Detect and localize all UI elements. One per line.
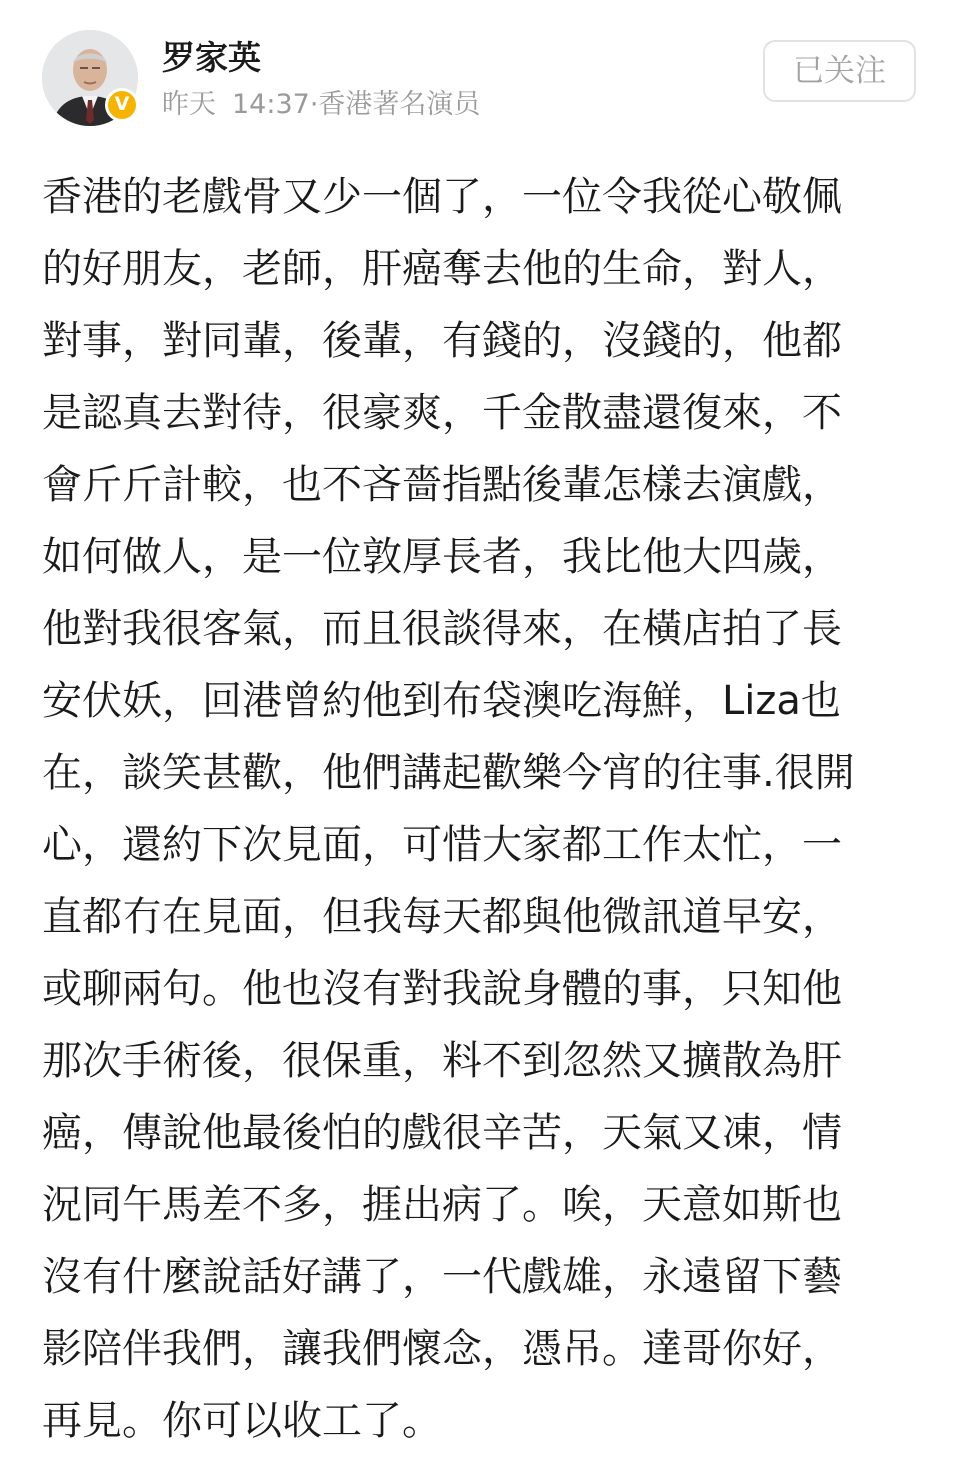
post-text-line: 是認真去對待，很豪爽，千金散盡還復來，不 — [42, 390, 842, 436]
post-meta — [162, 86, 480, 124]
user-title: 香港著名演员 — [318, 89, 481, 120]
post-text-line: 在，談笑甚歡，他們講起歡樂今宵的往事.很開 — [42, 750, 855, 796]
post-text-line: 再見。你可以收工了。 — [42, 1398, 442, 1444]
post-text-line: 對事，對同輩，後輩，有錢的，沒錢的，他都 — [42, 318, 842, 364]
post-text-line: 的好朋友，老師，肝癌奪去他的生命，對人， — [42, 246, 842, 292]
post-time: 14:37 — [232, 89, 310, 120]
post-body — [42, 161, 912, 1457]
post-text-line: 或聊兩句。他也沒有對我說身體的事，只知他 — [42, 966, 842, 1012]
user-name[interactable]: 罗家英 — [162, 38, 261, 77]
post-text-line: 那次手術後，很保重，料不到忽然又擴散為肝 — [42, 1038, 842, 1084]
post-text-line: 會斤斤計較，也不吝嗇指點後輩怎樣去演戲， — [42, 462, 842, 508]
post-text-line: 沒有什麼說話好講了，一代戲雄，永遠留下藝 — [42, 1254, 842, 1300]
post-text-line: 癌，傳說他最後怕的戲很辛苦，天氣又凍，情 — [42, 1110, 842, 1156]
post-text-line: 他對我很客氣，而且很談得來，在橫店拍了長 — [42, 606, 842, 652]
follow-button[interactable]: 已关注 — [763, 40, 916, 102]
meta-separator: · — [309, 89, 319, 120]
post-day: 昨天 — [162, 89, 216, 120]
post-text-line: 直都冇在見面，但我每天都與他微訊道早安， — [42, 894, 842, 940]
post-text-line: 影陪伴我們，讓我們懷念，憑吊。達哥你好， — [42, 1326, 842, 1372]
post-text-line: 心，還約下次見面，可惜大家都工作太忙，一 — [42, 822, 842, 868]
post-text-line: 香港的老戲骨又少一個了，一位令我從心敬佩 — [42, 174, 842, 220]
post-text-line: 安伏妖，回港曾約他到布袋澳吃海鮮，Liza也 — [42, 678, 841, 724]
post-text-line: 如何做人，是一位敦厚長者，我比他大四歲， — [42, 534, 842, 580]
post-text-line: 況同午馬差不多，捱出病了。唉，天意如斯也 — [42, 1182, 842, 1228]
post-header — [0, 0, 960, 150]
verified-badge-icon: V — [105, 88, 139, 122]
